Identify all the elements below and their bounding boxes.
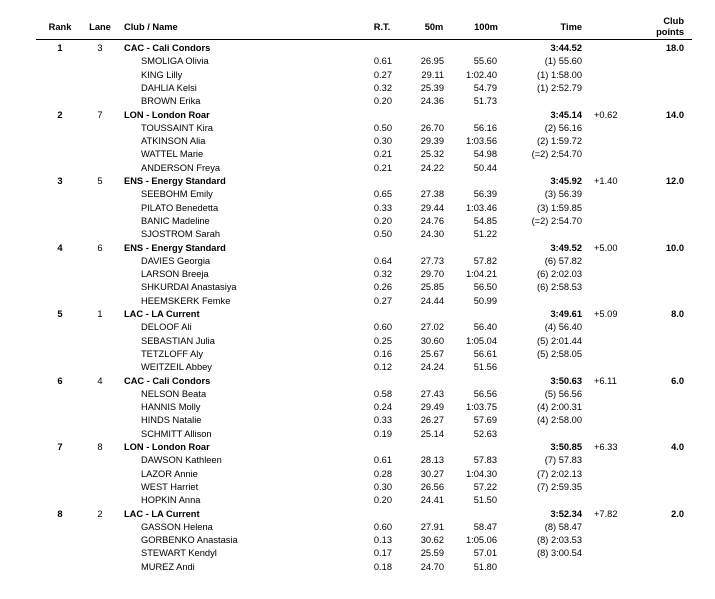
team-time-behind: +5.09 [594,309,618,319]
swimmer-split-100m: 1:02.40 [465,70,497,80]
swimmer-split-50m: 29.44 [420,203,444,213]
swimmer-split-50m: 27.43 [420,389,444,399]
swimmer-reaction-time: 0.25 [373,336,392,346]
swimmer-split-100m: 54.85 [473,216,497,226]
team-club-points: 18.0 [665,43,684,53]
swimmer-reaction-time: 0.28 [373,469,392,479]
swimmer-split-100m: 51.50 [473,495,497,505]
swimmer-cumulative-time: (1) 1:58.00 [537,70,582,80]
team-club-name: LON - London Roar [124,110,210,120]
swimmer-reaction-time: 0.58 [373,389,392,399]
swimmer-reaction-time: 0.64 [373,256,392,266]
swimmer-name: HINDS Natalie [141,415,202,425]
swimmer-split-50m: 24.41 [420,495,444,505]
swimmer-cumulative-time: (5) 2:58.05 [537,349,582,359]
team-club-name: ENS - Energy Standard [124,176,226,186]
swimmer-name: DAVIES Georgia [141,256,211,266]
swimmer-split-50m: 25.39 [420,83,444,93]
swimmer-split-100m: 51.80 [473,562,497,572]
swimmer-name: WATTEL Marie [141,149,204,159]
swimmer-name: DELOOF Ali [141,322,192,332]
swimmer-split-100m: 51.56 [473,362,497,372]
swimmer-cumulative-time: (8) 3:00.54 [537,548,582,558]
swimmer-split-100m: 57.69 [473,415,497,425]
swimmer-split-50m: 30.62 [420,535,444,545]
swimmer-split-100m: 52.63 [473,429,497,439]
swimmer-cumulative-time: (8) 58.47 [544,522,582,532]
swimmer-reaction-time: 0.21 [373,163,392,173]
swimmer-name: WEST Harriet [141,482,199,492]
swimmer-name: HANNIS Molly [141,402,201,412]
swimmer-split-50m: 25.59 [420,548,444,558]
swimmer-split-100m: 56.61 [473,349,497,359]
team-time-behind: +5.00 [594,243,618,253]
swimmer-cumulative-time: (4) 2:58.00 [537,415,582,425]
team-rank: 3 [57,176,63,186]
swimmer-reaction-time: 0.65 [373,189,392,199]
swimmer-split-100m: 57.01 [473,548,497,558]
swimmer-split-50m: 25.14 [420,429,444,439]
swimmer-reaction-time: 0.20 [373,96,392,106]
swimmer-split-50m: 26.56 [420,482,444,492]
team-rank: 6 [57,376,63,386]
swimmer-reaction-time: 0.60 [373,522,392,532]
swimmer-name: SEEBOHM Emily [141,189,213,199]
team-final-time: 3:45.92 [550,176,582,186]
swimmer-split-100m: 50.99 [473,296,497,306]
swimmer-split-100m: 50.44 [473,163,497,173]
team-rank: 1 [57,43,63,53]
swimmer-reaction-time: 0.21 [373,149,392,159]
swimmer-reaction-time: 0.30 [373,136,392,146]
team-club-points: 10.0 [665,243,684,253]
team-club-points: 14.0 [665,110,684,120]
swimmer-name: DAHLIA Kelsi [141,83,197,93]
team-club-name: CAC - Cali Condors [124,376,211,386]
swimmer-name: LARSON Breeja [141,269,209,279]
swimmer-name: BANIC Madeline [141,216,210,226]
swimmer-cumulative-time: (2) 1:59.72 [537,136,582,146]
swimmer-reaction-time: 0.61 [373,56,392,66]
swimmer-reaction-time: 0.24 [373,402,392,412]
header-time: Time [560,22,582,32]
swimmer-cumulative-time: (6) 2:58.53 [537,282,582,292]
swimmer-reaction-time: 0.50 [373,123,392,133]
swimmer-reaction-time: 0.13 [373,535,392,545]
header-lane: Lane [89,22,111,32]
swimmer-split-50m: 26.27 [420,415,444,425]
swimmer-split-100m: 1:05.04 [465,336,497,346]
team-time-behind: +7.82 [594,509,618,519]
swimmer-reaction-time: 0.19 [373,429,392,439]
swimmer-name: TETZLOFF Aly [141,349,203,359]
team-final-time: 3:50.63 [550,376,582,386]
header-rank: Rank [48,22,72,32]
swimmer-name: STEWART Kendyl [141,548,217,558]
swimmer-name: LAZOR Annie [141,469,198,479]
swimmer-name: SHKURDAI Anastasiya [141,282,237,292]
swimmer-split-50m: 27.73 [420,256,444,266]
team-club-points: 12.0 [665,176,684,186]
team-club-points: 6.0 [671,376,684,386]
swimmer-name: SCHMITT Allison [141,429,212,439]
team-rank: 2 [57,110,63,120]
swimmer-split-100m: 1:05.06 [465,535,497,545]
header-club-points-line2: points [656,27,684,37]
header-club-points-line1: Club [663,16,684,26]
swimmer-split-50m: 27.38 [420,189,444,199]
swimmer-cumulative-time: (1) 2:52.79 [537,83,582,93]
swimmer-split-100m: 56.39 [473,189,497,199]
swimmer-cumulative-time: (2) 56.16 [544,123,582,133]
swimmer-split-50m: 24.24 [420,362,444,372]
team-club-name: ENS - Energy Standard [124,243,226,253]
swimmer-cumulative-time: (8) 2:03.53 [537,535,582,545]
swimmer-reaction-time: 0.60 [373,322,392,332]
swimmer-reaction-time: 0.30 [373,482,392,492]
swimmer-name: PILATO Benedetta [141,203,219,213]
team-final-time: 3:50.85 [550,442,582,452]
team-final-time: 3:52.34 [550,509,582,519]
team-time-behind: +6.33 [594,442,618,452]
swimmer-name: ATKINSON Alia [141,136,206,146]
swimmer-reaction-time: 0.17 [373,548,392,558]
swimmer-cumulative-time: (6) 2:02.03 [537,269,582,279]
swimmer-split-100m: 1:04.30 [465,469,497,479]
team-lane: 6 [97,243,103,253]
team-final-time: 3:45.14 [550,110,582,120]
swimmer-split-100m: 1:03.46 [465,203,497,213]
swimmer-reaction-time: 0.32 [373,269,392,279]
swimmer-cumulative-time: (5) 2:01.44 [537,336,582,346]
swimmer-split-100m: 57.83 [473,455,497,465]
swimmer-split-50m: 24.22 [420,163,444,173]
swimmer-split-100m: 1:04.21 [465,269,497,279]
swimmer-name: HOPKIN Anna [141,495,201,505]
team-club-points: 8.0 [671,309,684,319]
team-rank: 7 [57,442,63,452]
swimmer-split-50m: 25.67 [420,349,444,359]
swimmer-reaction-time: 0.20 [373,216,392,226]
swimmer-split-50m: 30.27 [420,469,444,479]
swimmer-cumulative-time: (6) 57.82 [544,256,582,266]
header-reaction-time: R.T. [373,22,391,32]
swimmer-split-50m: 27.91 [420,522,444,532]
swimmer-reaction-time: 0.18 [373,562,392,572]
swimmer-name: ANDERSON Freya [141,163,221,173]
header-split-100m: 100m [474,22,498,32]
swimmer-split-100m: 54.79 [473,83,497,93]
swimmer-reaction-time: 0.32 [373,83,392,93]
swimmer-cumulative-time: (3) 1:59.85 [537,203,582,213]
swimmer-split-100m: 56.40 [473,322,497,332]
team-club-name: LAC - LA Current [124,309,200,319]
swimmer-split-50m: 30.60 [420,336,444,346]
swimmer-cumulative-time: (4) 56.40 [544,322,582,332]
team-time-behind: +6.11 [594,376,617,386]
team-club-name: LON - London Roar [124,442,210,452]
team-final-time: 3:44.52 [550,43,582,53]
swimmer-split-100m: 54.98 [473,149,497,159]
swimmer-split-50m: 24.36 [420,96,444,106]
team-final-time: 3:49.61 [550,309,582,319]
swimmer-split-100m: 1:03.75 [465,402,497,412]
swimmer-reaction-time: 0.16 [373,349,392,359]
team-lane: 8 [97,442,103,452]
team-time-behind: +0.62 [594,110,618,120]
swimmer-reaction-time: 0.12 [373,362,392,372]
swimmer-split-50m: 28.13 [420,455,444,465]
team-lane: 5 [97,176,103,186]
swimmer-cumulative-time: (4) 2:00.31 [537,402,582,412]
swimmer-name: WEITZEIL Abbey [141,362,212,372]
team-lane: 2 [97,509,103,519]
swimmer-split-50m: 24.70 [420,562,444,572]
swimmer-split-50m: 26.95 [420,56,444,66]
swimmer-cumulative-time: (3) 56.39 [544,189,582,199]
swimmer-name: SEBASTIAN Julia [141,336,215,346]
header-split-50m: 50m [424,22,444,32]
team-final-time: 3:49.52 [550,243,582,253]
swimmer-name: BROWN Erika [141,96,201,106]
swimmer-name: HEEMSKERK Femke [141,296,231,306]
team-rank: 8 [57,509,63,519]
swimmer-cumulative-time: (7) 2:59.35 [537,482,582,492]
swimmer-cumulative-time: (7) 57.83 [544,455,582,465]
team-time-behind: +1.40 [594,176,618,186]
team-lane: 4 [97,376,103,386]
swimmer-cumulative-time: (5) 56.56 [544,389,582,399]
swimmer-reaction-time: 0.50 [373,229,392,239]
swimmer-split-50m: 27.02 [420,322,444,332]
team-lane: 3 [97,43,103,53]
swimmer-split-100m: 56.56 [473,389,497,399]
swimmer-split-100m: 55.60 [473,56,497,66]
team-club-points: 2.0 [671,509,684,519]
swimmer-reaction-time: 0.27 [373,296,392,306]
swimmer-reaction-time: 0.27 [373,70,392,80]
swimmer-name: DAWSON Kathleen [141,455,222,465]
swimmer-split-50m: 25.85 [420,282,444,292]
header-club-name: Club / Name [124,22,178,32]
swimmer-split-50m: 24.76 [420,216,444,226]
swimmer-name: KING Lilly [141,70,183,80]
swimmer-split-100m: 51.73 [473,96,497,106]
team-club-name: LAC - LA Current [124,509,200,519]
swimmer-split-100m: 51.22 [473,229,497,239]
swimmer-name: TOUSSAINT Kira [141,123,213,133]
swimmer-split-100m: 57.82 [473,256,497,266]
swimmer-split-50m: 25.32 [420,149,444,159]
swimmer-split-50m: 29.70 [420,269,444,279]
swimmer-cumulative-time: (=2) 2:54.70 [531,149,582,159]
swimmer-reaction-time: 0.33 [373,203,392,213]
swimmer-name: SJOSTROM Sarah [141,229,221,239]
swimmer-name: GASSON Helena [141,522,213,532]
swimmer-split-100m: 56.16 [473,123,497,133]
team-rank: 4 [57,243,63,253]
swimmer-split-50m: 24.30 [420,229,444,239]
swimmer-split-50m: 29.39 [420,136,444,146]
swimmer-split-50m: 29.49 [420,402,444,412]
swimmer-reaction-time: 0.20 [373,495,392,505]
team-lane: 7 [97,110,103,120]
swimmer-name: NELSON Beata [141,389,207,399]
team-club-points: 4.0 [671,442,684,452]
swimmer-split-50m: 24.44 [420,296,444,306]
swimmer-reaction-time: 0.26 [373,282,392,292]
swimmer-cumulative-time: (=2) 2:54.70 [531,216,582,226]
swimmer-split-100m: 1:03.56 [465,136,497,146]
swimmer-split-100m: 56.50 [473,282,497,292]
swimmer-cumulative-time: (1) 55.60 [544,56,582,66]
swimmer-reaction-time: 0.33 [373,415,392,425]
swimmer-split-100m: 58.47 [473,522,497,532]
team-lane: 1 [97,309,103,319]
header-divider [36,39,692,40]
swimmer-split-100m: 57.22 [473,482,497,492]
swimmer-name: SMOLIGA Olivia [141,56,209,66]
swimmer-cumulative-time: (7) 2:02.13 [537,469,582,479]
swimmer-name: GORBENKO Anastasia [141,535,238,545]
swimmer-reaction-time: 0.61 [373,455,392,465]
team-club-name: CAC - Cali Condors [124,43,211,53]
swimmer-split-50m: 26.70 [420,123,444,133]
swimmer-name: MUREZ Andi [141,562,195,572]
team-rank: 5 [57,309,63,319]
swimmer-split-50m: 29.11 [421,70,444,80]
